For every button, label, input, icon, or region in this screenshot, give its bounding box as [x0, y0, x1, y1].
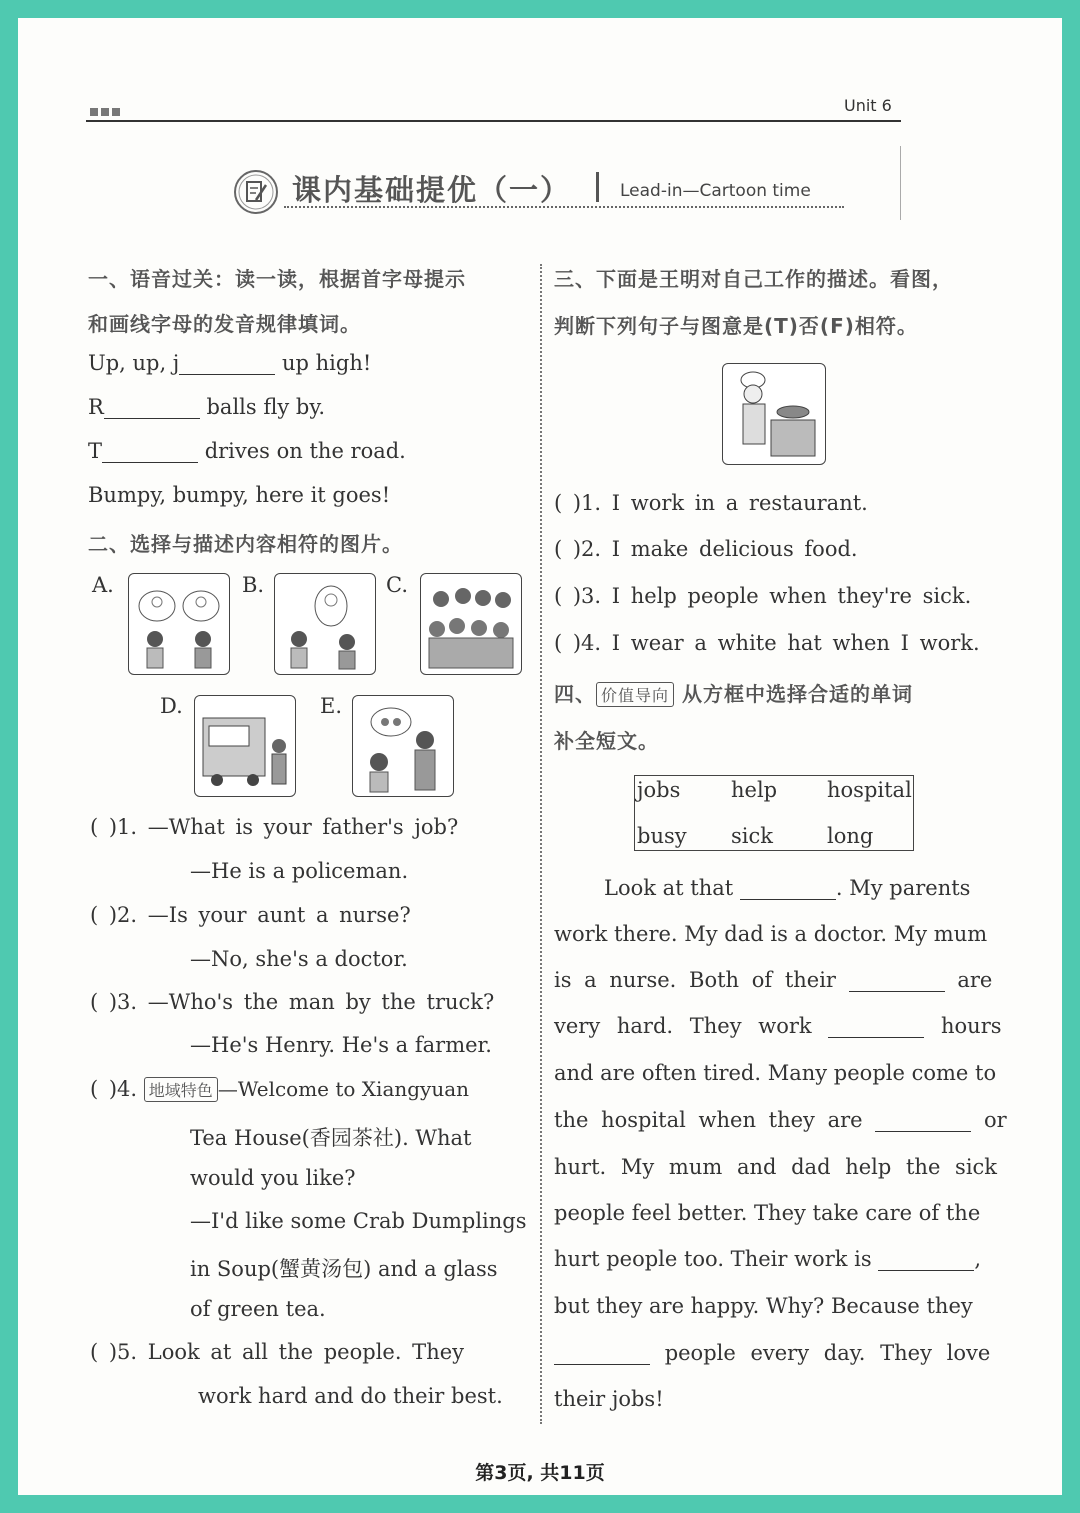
pic-label-a: A.	[92, 573, 114, 597]
s1-line1-post: up high!	[275, 351, 372, 376]
passage-line7: hurt. My mum and dad help the sick	[554, 1155, 998, 1179]
chef-picture	[722, 363, 826, 465]
picture-a[interactable]	[128, 573, 230, 675]
s1-title-line1: 一、语音过关：读一读，根据首字母提示	[88, 267, 466, 291]
s1-blank1[interactable]	[179, 351, 275, 375]
s1-line3-pre: T	[88, 439, 103, 464]
column-separator	[540, 264, 542, 1424]
word-jobs: jobs	[637, 778, 681, 802]
passage-line6	[554, 1108, 1007, 1132]
pic-label-b: B.	[242, 573, 265, 597]
s3-item1: ( )1. I work in a restaurant.	[554, 491, 868, 515]
pic-label-d: D.	[160, 694, 183, 718]
pic-label-c: C.	[386, 573, 408, 597]
word-sick: sick	[731, 824, 773, 848]
q4-line2: Tea House(香园茶社). What	[190, 1126, 472, 1150]
header-decoration	[90, 101, 123, 120]
tea-house-illustration	[353, 696, 453, 796]
s3-item2: ( )2. I make delicious food.	[554, 537, 858, 561]
passage-line11	[554, 1341, 990, 1365]
pic-label-e: E.	[320, 694, 343, 718]
passage-line12: their jobs!	[554, 1387, 664, 1411]
passage-line1	[604, 876, 970, 900]
truck-illustration	[195, 696, 295, 796]
blank-1[interactable]	[740, 876, 836, 900]
p6-text: the hospital when they are	[554, 1108, 863, 1133]
word-box	[634, 775, 914, 851]
p4-text: very hard. They work	[554, 1014, 812, 1039]
s4-title-line2: 补全短文。	[554, 729, 659, 753]
kids-thinking-illustration	[129, 574, 229, 674]
p6-text-end: or	[983, 1108, 1007, 1133]
s4-title-text: 从方框中选择合适的单词	[681, 682, 913, 706]
pencil-note-icon	[232, 168, 280, 216]
picture-e[interactable]	[352, 695, 454, 797]
s3-item4: ( )4. I wear a white hat when I work.	[554, 631, 980, 655]
s1-blank2[interactable]	[104, 395, 200, 419]
q4-number: ( )4.	[90, 1077, 138, 1101]
s1-blank3[interactable]	[102, 439, 198, 463]
p9-text: hurt people too. Their work is	[554, 1247, 872, 1272]
q4-line4: —I'd like some Crab Dumplings	[190, 1209, 527, 1233]
q3-answer: —He's Henry. He's a farmer.	[190, 1033, 492, 1057]
workers-group-illustration	[421, 574, 521, 674]
blank-4[interactable]	[875, 1108, 971, 1132]
passage-line3	[554, 968, 992, 992]
s1-line1	[88, 351, 371, 375]
s1-title-line2: 和画线字母的发音规律填词。	[88, 312, 361, 336]
p3-text: is a nurse. Both of their	[554, 968, 836, 993]
q4-line5: in Soup(蟹黄汤包) and a glass	[190, 1257, 498, 1281]
p9-text-end: ,	[974, 1247, 981, 1272]
blank-2[interactable]	[849, 968, 945, 992]
regional-feature-tag: 地域特色	[144, 1077, 218, 1102]
picture-b[interactable]	[274, 573, 376, 675]
s3-title-line2: 判断下列句子与图意是(T)否(F)相符。	[554, 314, 918, 338]
page-number: 第3页, 共11页	[475, 1462, 605, 1484]
blank-6[interactable]	[554, 1341, 650, 1365]
value-guidance-tag: 价值导向	[596, 682, 674, 707]
s2-title: 二、选择与描述内容相符的图片。	[88, 532, 403, 556]
page-title: 课内基础提优（一）	[292, 173, 572, 207]
q1-question: ( )1. —What is your father's job?	[90, 815, 459, 839]
header-rule	[86, 120, 901, 122]
s1-line2	[88, 395, 325, 419]
word-long: long	[827, 824, 874, 848]
q5-line2: work hard and do their best.	[198, 1384, 503, 1408]
q4-line1-text: —Welcome to Xiangyuan	[217, 1077, 470, 1101]
passage-line4	[554, 1014, 1002, 1038]
picture-c[interactable]	[420, 573, 522, 675]
picture-d[interactable]	[194, 695, 296, 797]
q4-line3: would you like?	[190, 1166, 356, 1190]
title-divider	[596, 172, 599, 202]
q1-answer: —He is a policeman.	[190, 859, 409, 883]
passage-line8: people feel better. They take care of the	[554, 1201, 981, 1225]
s3-title-line1: 三、下面是王明对自己工作的描述。看图，	[554, 267, 953, 291]
p4-text-end: hours	[941, 1014, 1002, 1039]
passage-line10: but they are happy. Why? Because they	[554, 1294, 973, 1318]
p3-text-end: are	[957, 968, 993, 993]
title-side-rule	[900, 146, 901, 220]
word-hospital: hospital	[827, 778, 912, 802]
q4-line1	[90, 1077, 469, 1102]
blank-5[interactable]	[878, 1247, 974, 1271]
passage-line2: work there. My dad is a doctor. My mum	[554, 922, 988, 946]
unit-label: Unit 6	[844, 96, 892, 115]
s4-title-num: 四、	[554, 682, 596, 706]
passage-line5: and are often tired. Many people come to	[554, 1061, 997, 1085]
s1-line2-pre: R	[88, 395, 104, 420]
q3-question: ( )3. —Who's the man by the truck?	[90, 990, 495, 1014]
p11-text: people every day. They love	[664, 1341, 991, 1366]
word-busy: busy	[637, 824, 687, 848]
s1-line3	[88, 439, 406, 463]
s1-line1-pre: Up, up, j	[88, 351, 180, 376]
q5-line1: ( )5. Look at all the people. They	[90, 1340, 465, 1364]
worksheet-page	[18, 18, 1062, 1495]
p1-text-end: . My parents	[835, 876, 971, 901]
q2-question: ( )2. —Is your aunt a nurse?	[90, 903, 411, 927]
p1-text: Look at that	[604, 876, 734, 901]
q2-answer: —No, she's a doctor.	[190, 947, 408, 971]
page-subtitle: Lead-in—Cartoon time	[620, 181, 811, 201]
s1-line2-post: balls fly by.	[199, 395, 326, 420]
s1-line4: Bumpy, bumpy, here it goes!	[88, 483, 391, 507]
chef-cooking-illustration	[723, 364, 825, 464]
s3-item3: ( )3. I help people when they're sick.	[554, 584, 972, 608]
word-help: help	[731, 778, 778, 802]
title-underline	[284, 206, 844, 208]
s1-line3-post: drives on the road.	[198, 439, 406, 464]
blank-3[interactable]	[828, 1014, 924, 1038]
passage-line9	[554, 1247, 981, 1271]
s4-title-line1	[554, 678, 913, 707]
q4-line6: of green tea.	[190, 1297, 326, 1321]
kids-policeman-illustration	[275, 574, 375, 674]
